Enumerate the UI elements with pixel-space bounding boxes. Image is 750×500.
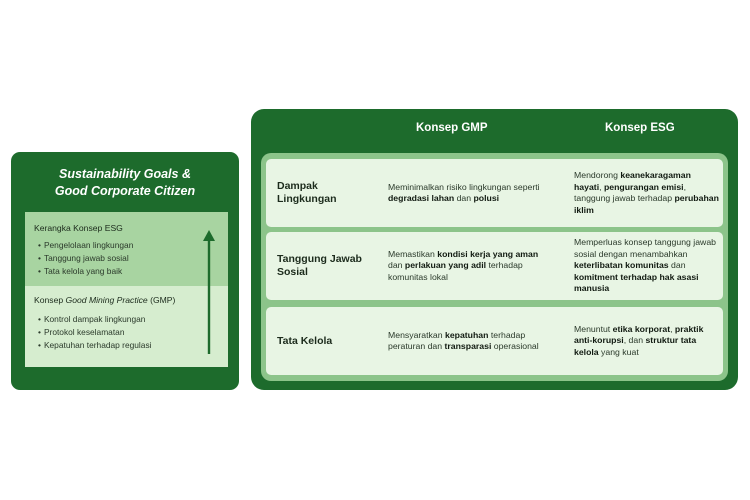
text-segment: Mendorong bbox=[574, 170, 621, 180]
text-segment: operasional bbox=[491, 341, 539, 351]
text-segment: dan bbox=[668, 260, 686, 271]
text-segment: dan bbox=[388, 260, 405, 271]
row-label: Dampak Lingkungan bbox=[277, 180, 337, 205]
bold-text: etika korporat bbox=[612, 323, 671, 334]
table-row-dampak-lingkungan bbox=[266, 159, 723, 227]
gmp-cell bbox=[388, 232, 550, 300]
esg-list-item: • Tata kelola yang baik bbox=[38, 265, 133, 278]
table-row-tata-kelola bbox=[266, 307, 723, 375]
gmp-heading-prefix: Konsep bbox=[34, 295, 66, 305]
bold-text: komitment terhadap hak asasi manusia bbox=[574, 271, 699, 294]
bold-text: perubahan iklim bbox=[574, 193, 719, 215]
text-segment: yang kuat bbox=[598, 346, 639, 357]
bold-text: degradasi lahan bbox=[388, 193, 455, 203]
left-card-title bbox=[11, 166, 239, 200]
bold-text: pengurangan emisi bbox=[603, 181, 684, 192]
text-segment: , bbox=[599, 181, 604, 192]
gmp-cell bbox=[388, 307, 550, 375]
text-segment: , dan bbox=[623, 335, 646, 346]
cell-text bbox=[388, 249, 550, 284]
bold-text: struktur tata kelola bbox=[574, 335, 697, 357]
gmp-framework-heading bbox=[34, 295, 175, 305]
esg-framework-panel bbox=[25, 212, 228, 286]
bold-text: kepatuhan bbox=[444, 329, 489, 340]
esg-framework-list bbox=[38, 239, 133, 278]
title-line-1: Sustainability Goals & bbox=[59, 167, 191, 181]
esg-cell bbox=[574, 232, 719, 300]
cell-text bbox=[388, 330, 550, 353]
text-segment: dan bbox=[454, 193, 474, 203]
gmp-heading-italic: Good Mining Practice bbox=[65, 295, 148, 305]
bold-text: keanekaragaman hayati bbox=[574, 170, 691, 192]
esg-framework-heading: Kerangka Konsep ESG bbox=[34, 223, 123, 233]
bold-text: polusi bbox=[473, 193, 500, 203]
left-framework-card bbox=[11, 152, 239, 390]
text-segment: terhadap komunitas lokal bbox=[388, 260, 523, 282]
gmp-list-item: • Kepatuhan terhadap regulasi bbox=[38, 339, 152, 352]
text-segment: Memastikan bbox=[388, 248, 438, 259]
cell-text bbox=[574, 324, 719, 359]
text-segment: , tanggung jawab terhadap bbox=[574, 181, 687, 203]
bold-text: perlakuan yang adil bbox=[404, 260, 487, 271]
text-segment: Mensyaratkan bbox=[388, 329, 445, 340]
esg-list-item: • Tanggung jawab sosial bbox=[38, 252, 133, 265]
comparison-table-body bbox=[261, 153, 728, 381]
row-label: Tanggung Jawab Sosial bbox=[277, 253, 362, 278]
comparison-table-card bbox=[251, 109, 738, 390]
table-row-tanggung-jawab-sosial bbox=[266, 232, 723, 300]
text-segment: , bbox=[670, 323, 675, 334]
column-header-esg: Konsep ESG bbox=[605, 122, 675, 134]
cell-text bbox=[388, 182, 550, 205]
bold-text: transparasi bbox=[444, 341, 492, 351]
column-header-gmp: Konsep GMP bbox=[416, 122, 488, 134]
gmp-list-item: • Protokol keselamatan bbox=[38, 326, 152, 339]
text-segment: terhadap peraturan dan bbox=[388, 329, 526, 351]
bold-text: praktik anti-korupsi bbox=[574, 323, 704, 346]
gmp-heading-suffix: (GMP) bbox=[147, 295, 176, 305]
text-segment: Meminimalkan risiko lingkungan seperti bbox=[388, 181, 540, 192]
title-line-2: Good Corporate Citizen bbox=[54, 184, 196, 198]
row-label: Tata Kelola bbox=[277, 334, 333, 347]
gmp-list-item: • Kontrol dampak lingkungan bbox=[38, 313, 152, 326]
cell-text bbox=[574, 170, 719, 216]
esg-cell bbox=[574, 159, 719, 227]
esg-cell bbox=[574, 307, 719, 375]
text-segment: Menuntut bbox=[574, 323, 613, 334]
bold-text: kondisi kerja yang aman bbox=[437, 248, 539, 259]
text-segment: Memperluas konsep tanggung jawab sosial dengan menambahkan bbox=[574, 237, 716, 259]
arrow-up-icon bbox=[203, 230, 215, 354]
gmp-framework-panel bbox=[25, 286, 228, 367]
gmp-cell bbox=[388, 159, 550, 227]
cell-text bbox=[574, 237, 719, 295]
esg-list-item: • Pengelolaan lingkungan bbox=[38, 239, 133, 252]
bold-text: keterlibatan komunitas bbox=[574, 260, 669, 271]
gmp-framework-list bbox=[38, 313, 152, 352]
